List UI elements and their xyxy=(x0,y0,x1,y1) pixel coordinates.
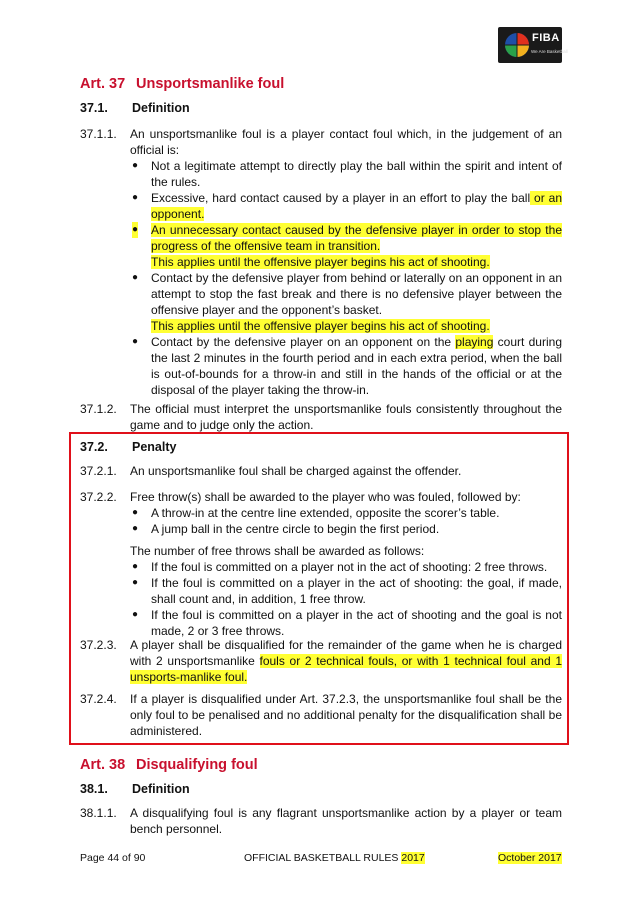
section-title: Penalty xyxy=(132,440,177,454)
footer-date: October 2017 xyxy=(498,852,562,864)
bullet-icon: ● xyxy=(132,507,139,518)
list-item: ● A jump ball in the centre circle to begin the first period. xyxy=(132,522,440,536)
bullet-icon: ● xyxy=(132,160,139,171)
paragraph-intro: An unsportsmanlike foul is a player contact foul which, in the judgement of an official is: xyxy=(130,127,562,157)
paragraph-number: 37.2.2. xyxy=(80,490,117,504)
article-number: Art. 38 xyxy=(80,757,126,773)
article-title: Unsportsmanlike foul xyxy=(136,76,285,92)
paragraph-text: The official must interpret the unsportsmanlike fouls consistently throughout the game and to judge only the action. xyxy=(130,402,562,432)
bullet-icon: ● xyxy=(132,336,139,347)
section-number: 37.2. xyxy=(80,440,108,454)
bullet-list xyxy=(130,505,562,537)
paragraph-37-2-3: 37.2.3. A player shall be disqualified for the remainder of the game when he is charged with 2 unsportsmanlike fouls or 2 technical fouls, or with 1 technical foul and 1 unsports-manlike foul. xyxy=(80,638,563,684)
paragraph-37-1-1 xyxy=(80,126,562,398)
article-number: Art. 37 xyxy=(80,76,126,92)
logo-text: FIBA xyxy=(532,32,560,44)
paragraph-37-2-2 xyxy=(80,489,562,639)
paragraph-number: 37.2.4. xyxy=(80,692,117,706)
paragraph-number: 37.2.1. xyxy=(80,464,117,478)
bullet-icon: ● xyxy=(132,192,139,203)
list-item: ● If the foul is committed on a player not in the act of shooting: 2 free throws. xyxy=(132,560,548,574)
section-title: Definition xyxy=(132,782,190,796)
list-item: ● Not a legitimate attempt to directly play the ball within the spirit and intent of the rules. xyxy=(132,159,562,189)
article-title: Disqualifying foul xyxy=(136,757,258,773)
section-title: Definition xyxy=(132,101,190,115)
paragraph-number: 37.1.2. xyxy=(80,402,117,416)
bullet-icon: ● xyxy=(132,272,139,283)
logo-tagline: We Are Basketball xyxy=(531,49,568,54)
list-item: ● Contact by the defensive player on an opponent on the playing court during the last 2 minutes in the fourth period and in each extra period, when the ball is out-of-bounds for a throw-in and still in the hands of the official or at the disposal of the player taking the throw-in. xyxy=(132,335,562,397)
fiba-logo xyxy=(498,27,568,63)
paragraph-number: 37.1.1. xyxy=(80,127,117,141)
paragraph-37-2-1 xyxy=(80,463,562,479)
bullet-icon: ● xyxy=(132,577,139,588)
section-number: 37.1. xyxy=(80,101,108,115)
list-item: ● If the foul is committed on a player in the act of shooting and the goal is not made, 2 or 3 free throws. xyxy=(132,608,562,638)
bullet-icon: ● xyxy=(132,222,138,238)
bullet-list xyxy=(130,158,562,398)
paragraph-number: 38.1.1. xyxy=(80,806,117,820)
list-item: ● An unnecessary contact caused by the defensive player in order to stop the progress of the offensive team in transition. This applies until the offensive player begins his act of shooting. xyxy=(132,223,562,269)
paragraph-37-1-2 xyxy=(80,401,562,433)
basketball-icon xyxy=(504,32,530,58)
paragraph-38-1-1 xyxy=(80,805,562,837)
list-item: ● A throw-in at the centre line extended, opposite the scorer’s table. xyxy=(132,506,500,520)
paragraph-text: An unsportsmanlike foul shall be charged against the offender. xyxy=(130,464,462,478)
paragraph-subintro: The number of free throws shall be awarded as follows: xyxy=(130,544,425,558)
list-item: ● Excessive, hard contact caused by a player in an effort to play the ball or an opponent. xyxy=(132,191,563,221)
section-number: 38.1. xyxy=(80,782,108,796)
paragraph-number: 37.2.3. xyxy=(80,638,117,652)
bullet-icon: ● xyxy=(132,523,139,534)
paragraph-intro: Free throw(s) shall be awarded to the player who was fouled, followed by: xyxy=(130,490,521,504)
bullet-icon: ● xyxy=(132,609,139,620)
paragraph-text: If a player is disqualified under Art. 37.2.3, the unsportsmanlike foul shall be the only foul to be penalised and no additional penalty for the disqualification shall be administered. xyxy=(130,692,562,738)
bullet-icon: ● xyxy=(132,561,139,572)
paragraph-37-2-4 xyxy=(80,691,562,739)
list-item: ● Contact by the defensive player from behind or laterally on an opponent in an attempt to stop the fast break and there is no defensive player between the offensive player and the opponent’s basket. This applies until the offensive player begins his act of shooting. xyxy=(132,271,562,333)
bullet-list xyxy=(130,559,562,639)
list-item: ● If the foul is committed on a player in the act of shooting: the goal, if made, shall count and, in addition, 1 free throw. xyxy=(132,576,562,606)
footer-page-number: Page 44 of 90 xyxy=(80,852,146,864)
footer-title: OFFICIAL BASKETBALL RULES 2017 xyxy=(244,852,425,864)
paragraph-text: A disqualifying foul is any flagrant unsportsmanlike action by a player or team bench personnel. xyxy=(130,806,562,836)
